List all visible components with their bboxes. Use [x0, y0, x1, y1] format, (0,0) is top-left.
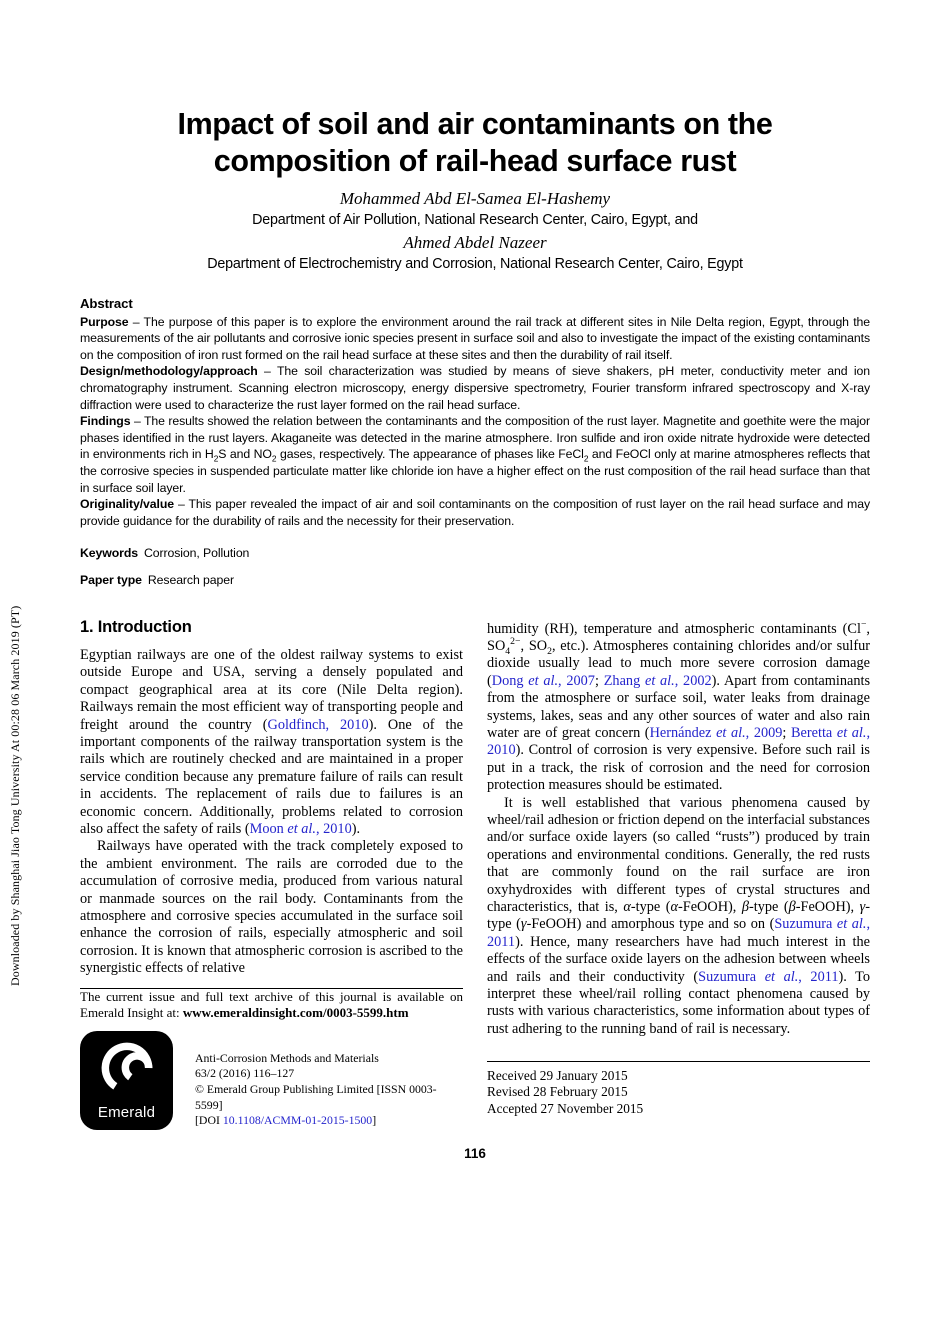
text-segment: Egyptian railways are one of the oldest railway systems to exist outside Europe and USA, serving a densely populated and compact geographical area at its core (Nile Delta region). Railways remain the most efficient way of transporting people and freight around the country ( — [80, 646, 463, 733]
text-segment: gases, respectively. The appearance of phases like FeCl — [276, 447, 584, 462]
left-column — [80, 619, 463, 1130]
citation-link[interactable]: , 2010 — [487, 724, 871, 759]
text-segment: α — [623, 899, 631, 915]
subscript: 2 — [583, 453, 589, 464]
affiliation-2: Department of Electrochemistry and Corrosion, National Research Center, Cairo, Egypt — [207, 256, 743, 272]
subscript: 4 — [505, 645, 511, 657]
right-column — [487, 619, 870, 1130]
subscript: 2 — [213, 453, 219, 464]
text-segment: and FeOCl only at marine atmospheres reflects that the corrosive species in suspended particulate matter like chloride ion have a higher effect on the rust composition of the rail head surface than that in surface soil layer. — [80, 447, 870, 495]
paper-type-value: Research paper — [147, 572, 234, 587]
citation-link[interactable]: Hernández — [649, 724, 717, 741]
text-segment: -type ( — [748, 899, 789, 915]
received-date: Received 29 January 2015 — [487, 1068, 628, 1084]
journal-name: Anti-Corrosion Methods and Materials — [195, 1050, 379, 1065]
dates-divider — [487, 1061, 870, 1062]
text-segment: – The results showed the relation between the contaminants and the composition of the rust layer. Magnetite and goethite were the major phases identified in the rust layers. Akaganeite was detected in the marine atmosphere. Iron sulfide and iron oxide nitrate hydroxide were detected in environments rich in H — [80, 414, 870, 462]
page-number: 116 — [464, 1145, 486, 1161]
keywords-label: Keywords — [80, 546, 138, 561]
citation-link[interactable]: , 2010 — [315, 820, 352, 837]
text-segment: ). To interpret these wheel/rail rolling contact phenomena caused by rusts with various characteristics, some information about types of rust adhering to the running band of rail is necessary. — [487, 968, 871, 1037]
citation-link[interactable]: et al. — [528, 672, 559, 689]
availability-note — [80, 989, 463, 1022]
citation-link[interactable]: Goldfinch, 2010 — [267, 716, 369, 733]
text-segment: β — [741, 899, 749, 915]
journal-info — [195, 1051, 463, 1129]
keywords-line — [80, 545, 870, 562]
text-segment: ). — [351, 820, 361, 837]
publisher-block — [80, 1031, 463, 1130]
citation-link[interactable]: Suzumura — [698, 968, 765, 985]
originality-label: Originality/value — [80, 497, 174, 512]
abstract-findings — [80, 413, 870, 496]
citation-link[interactable]: Beretta — [790, 724, 837, 741]
text-segment: – The purpose of this paper is to explore the environment around the rail track at different sites in Nile Delta region, Egypt, through the measurements of the air pollutants and corrosive ionic species present in surface soil and also to investigate the impact of the existing contaminants on the composition of iron rust formed on the rail head surface at these sites and then the durability of rail itself. — [80, 314, 870, 362]
accepted-date: Accepted 27 November 2015 — [487, 1100, 644, 1116]
abstract-section — [80, 296, 870, 589]
emerald-logo — [80, 1031, 173, 1130]
intro-paragraph-2 — [80, 838, 463, 977]
download-watermark: Downloaded by Shanghai Jiao Tong University At 00:28 06 March 2019 (PT) — [8, 605, 22, 986]
superscript: 2− — [510, 636, 521, 648]
text-segment: -FeOOH), — [795, 899, 860, 915]
citation-link[interactable]: , 2011 — [487, 916, 871, 950]
text-segment: It is well established that various phenomena caused by wheel/rail adhesion or friction depend on the interfacial substances and/or surface oxide layers (so called “rusts”) produced by train operations and environmental conditions. Generally, the red rusts that are commonly found on the rail surface are iron oxyhydroxides with different types of crystal structures and characteristics, that is, — [487, 794, 870, 915]
citation-link[interactable]: Suzumura — [774, 916, 837, 933]
text-segment: S and NO — [218, 447, 272, 462]
journal-archive-link[interactable]: www.emeraldinsight.com/0003-5599.htm — [182, 1005, 409, 1021]
author-1: Mohammed Abd El-Samea El-Hashemy — [339, 189, 611, 208]
two-column-body — [80, 619, 870, 1130]
citation-link[interactable]: , 2011 — [798, 968, 839, 985]
purpose-label: Purpose — [80, 314, 129, 329]
paper-type-label: Paper type — [80, 572, 142, 587]
text-segment: ). Control of corrosion is very expensive. Before such rail is put in a track, the risk of corrosion and the need for corrosion protection measures should be estimated. — [487, 742, 870, 794]
doi-link[interactable]: 10.1108/ACMM-01-2015-1500 — [222, 1113, 373, 1128]
citation-link[interactable]: , 2007 — [558, 672, 595, 689]
purpose-text — [80, 315, 870, 362]
author-block — [80, 189, 870, 272]
text-segment: – This paper revealed the impact of air and soil contaminants on the composition of rust layer on the rail head surface and may provide guidance for the durability of rails and the necessity for their preservation. — [80, 497, 870, 528]
citation-link[interactable]: Moon — [249, 820, 288, 837]
text-segment: ; — [594, 672, 604, 689]
subscript: 2 — [547, 645, 552, 657]
citation-link[interactable]: et al. — [764, 968, 799, 985]
text-segment: ). Hence, many researchers have had much interest in the effects of the surface oxide layers on the adhesion between wheels and rails and their conductivity ( — [487, 933, 870, 985]
introduction-heading: 1. Introduction — [80, 617, 192, 636]
citation-link[interactable]: et al. — [836, 724, 867, 741]
text-segment: , SO — [487, 620, 870, 654]
text-segment: γ — [520, 916, 527, 933]
paper-type-line — [80, 572, 870, 589]
text-segment: α — [670, 899, 678, 915]
journal-doi-line — [195, 1113, 463, 1129]
citation-link[interactable]: et al. — [644, 672, 675, 689]
citation-link[interactable]: Dong — [491, 672, 529, 689]
findings-text — [80, 414, 870, 494]
text-segment: ; — [782, 724, 791, 741]
text-segment: -FeOOH) and amorphous type and so on ( — [526, 916, 775, 933]
article-history — [487, 1068, 870, 1117]
text-segment: -FeOOH), — [678, 899, 742, 915]
intro-paragraph-3 — [487, 618, 871, 795]
abstract-originality — [80, 496, 870, 529]
citation-link[interactable]: , 2009 — [745, 724, 783, 741]
text-segment: -type ( — [630, 899, 671, 915]
citation-link[interactable]: , 2002 — [674, 672, 712, 689]
citation-link[interactable]: et al. — [716, 724, 746, 741]
findings-label: Findings — [80, 414, 131, 429]
text-segment: , SO — [520, 637, 548, 654]
text-segment: ). Apart from contaminants from the atmosphere or surface soil, water leaks from drainage systems, lakes, seas and any other sources of water and also rain water are of great concern ( — [487, 672, 871, 741]
doi-prefix: [DOI — [195, 1113, 223, 1128]
abstract-heading: Abstract — [80, 296, 133, 311]
originality-text — [80, 497, 870, 528]
text-segment: -type ( — [487, 899, 870, 933]
article-page — [0, 106, 948, 1161]
emerald-e-icon — [97, 1038, 157, 1098]
text-segment: β — [788, 899, 796, 915]
journal-issue-info: 63/2 (2016) 116–127 — [195, 1066, 295, 1081]
abstract-purpose — [80, 314, 870, 364]
author-2: Ahmed Abdel Nazeer — [403, 233, 547, 252]
superscript: − — [860, 618, 867, 630]
revised-date: Revised 28 February 2015 — [487, 1084, 628, 1100]
text-segment: humidity (RH), temperature and atmospheric contaminants (Cl — [487, 620, 861, 637]
intro-paragraph-4 — [487, 795, 870, 1039]
citation-link[interactable]: Zhang — [603, 672, 645, 689]
text-segment: γ — [859, 899, 866, 915]
text-segment: ). One of the important components of the railway transportation system is the rails which are routinely checked and are maintained in a proper service condition because any premature failure of rails can result in accidents. The replacement of rails due to failures is an economic concern. Additionally, problems related to corrosion also affect the safety of rails ( — [80, 716, 463, 837]
text-segment: Railways have operated with the track completely exposed to the ambient environment. The rails are corroded due to the accumulation of corrosive media, produced from various natural or manmade sources on the rail body. Contaminants from the atmosphere and corrosive species accumulated in the surface soil enhance the corrosion of rails, especially atmospheric and soil corrosion. It is known that atmospheric corrosion is ascribed to the synergistic effects of relative — [80, 838, 463, 977]
emerald-logo-label: Emerald — [97, 1104, 156, 1122]
design-label: Design/methodology/approach — [80, 364, 258, 379]
keywords-value: Corrosion, Pollution — [143, 546, 250, 561]
affiliation-1: Department of Air Pollution, National Research Center, Cairo, Egypt, and — [252, 212, 698, 228]
subscript: 2 — [271, 453, 277, 464]
article-title: Impact of soil and air contaminants on the composition of rail-head surface rust — [177, 107, 773, 178]
text-segment: – The soil characterization was studied by means of sieve shakers, pH meter, conductivity meter and ion chromatography instrument. Scanning electron microscopy, energy dispersive spectrometry, Fourier transform infrared spectroscopy and X-ray diffraction were used to characterize the rust layer formed on the rail head surface. — [80, 364, 870, 412]
abstract-design — [80, 363, 870, 413]
citation-link[interactable]: et al. — [287, 820, 316, 837]
doi-suffix: ] — [372, 1113, 377, 1128]
text-segment: , etc.). Atmospheres containing chlorides and/or sulfur dioxide usually lead to much more severe corrosion damage ( — [487, 637, 870, 689]
citation-link[interactable]: et al. — [836, 916, 867, 933]
availability-text: The current issue and full text archive of this journal is available on Emerald Insight at: — [80, 988, 463, 1021]
journal-copyright: © Emerald Group Publishing Limited [ISSN 0003-5599] — [195, 1082, 437, 1112]
intro-paragraph-1 — [80, 647, 463, 838]
